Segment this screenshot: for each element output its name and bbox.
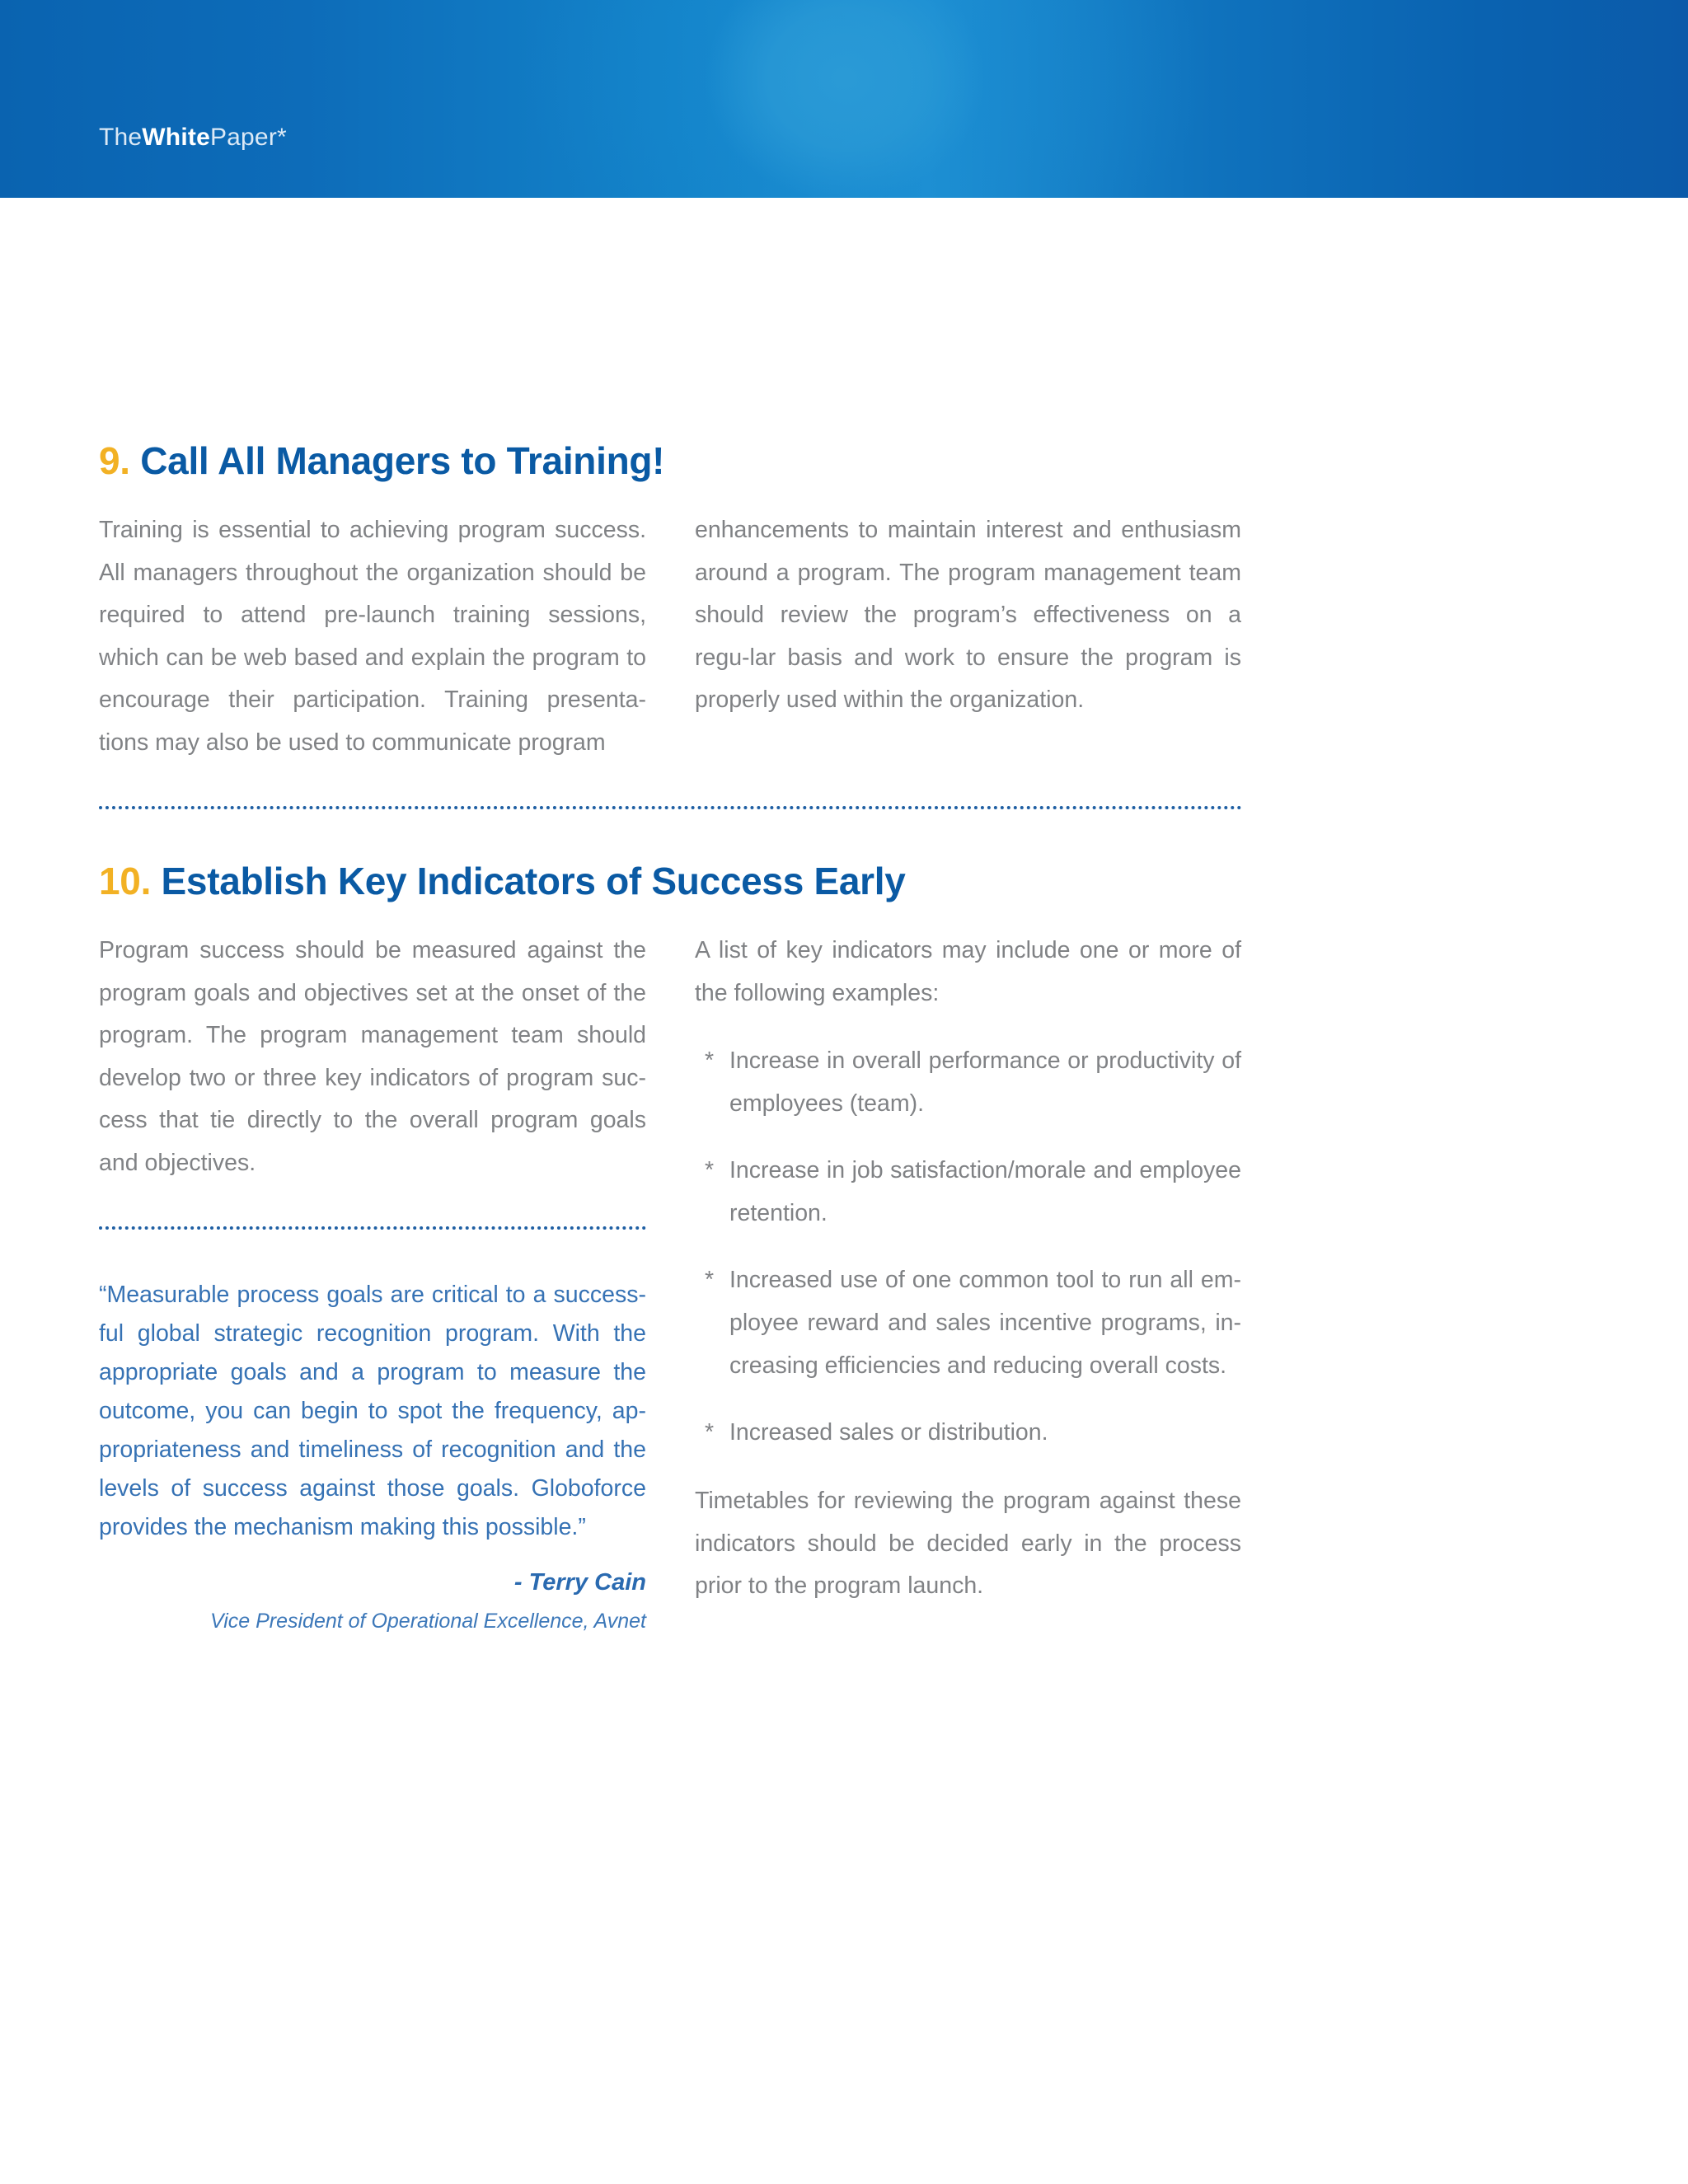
- section-9-left-text: Training is essential to achieving program success. All managers throughout the organization should be required to attend pre-launch training sessions, which can be web based and explain the program to encourage their participation. Training presenta-tions may also be used to communicate program: [99, 517, 646, 756]
- pull-quote: “Measurable process goals are critical to a success-ful global strategic recognition program. With the appropriate goals and a program to measure the outcome, you can begin to spot the frequency, ap-propriateness and timeliness of recognition and the levels of success against those goals. Globoforce provides the mechanism making this possible.”: [99, 1282, 646, 1540]
- section-10-heading: [99, 859, 906, 903]
- list-item: * Increase in job satisfaction/morale and employee retention.: [695, 1150, 1241, 1235]
- section-10-title: Establish Key Indicators of Success Early: [161, 860, 906, 902]
- section-10-right-intro: [695, 930, 1241, 1015]
- section-10-left-column: [99, 930, 646, 1185]
- publication-logo: TheWhitePaper*: [99, 124, 287, 151]
- section-10-closing-text: Timetables for reviewing the program against these indicators should be decided early in the process prior to the program launch.: [695, 1488, 1241, 1600]
- bullet-star-icon: *: [705, 1157, 715, 1184]
- list-item: * Increase in overall performance or productivity of employees (team).: [695, 1040, 1241, 1125]
- section-9-right-text: enhancements to maintain interest and enthusiasm around a program. The program management team should review the program’s effectiveness on a regu-lar basis and work to ensure the program is properly used within the organization.: [695, 517, 1241, 714]
- key-indicators-list: [695, 1040, 1241, 1479]
- quote-author: - Terry Cain: [513, 1569, 646, 1596]
- section-9-title: Call All Managers to Training!: [140, 439, 665, 482]
- bullet-star-icon: *: [705, 1419, 715, 1446]
- section-9-number: 9.: [99, 439, 130, 482]
- list-item: * Increased sales or distribution.: [695, 1412, 1241, 1455]
- list-item: * Increased use of one common tool to run all em-ployee reward and sales incentive programs, in-creasing efficiencies and reducing overall costs.: [695, 1259, 1241, 1387]
- section-10-intro-text: A list of key indicators may include one or more of the following examples:: [695, 937, 1241, 1006]
- section-divider: [99, 806, 1242, 809]
- section-10-closing: [695, 1480, 1241, 1608]
- section-9-heading: [99, 438, 664, 483]
- section-10-left-text: Program success should be measured against the program goals and objectives set at the onset of the program. The program management team should develop two or three key indicators of program suc-cess that tie directly to the overall program goals and objectives.: [99, 937, 646, 1176]
- section-9-right-column: [695, 509, 1241, 722]
- quote-divider: [99, 1226, 646, 1230]
- section-10-number: 10.: [99, 860, 152, 902]
- header-band: [0, 0, 1688, 198]
- bullet-star-icon: *: [705, 1267, 715, 1294]
- section-9-left-column: [99, 509, 646, 765]
- bullet-star-icon: *: [705, 1047, 715, 1074]
- quote-author-title: Vice President of Operational Excellence, Avnet: [209, 1610, 646, 1633]
